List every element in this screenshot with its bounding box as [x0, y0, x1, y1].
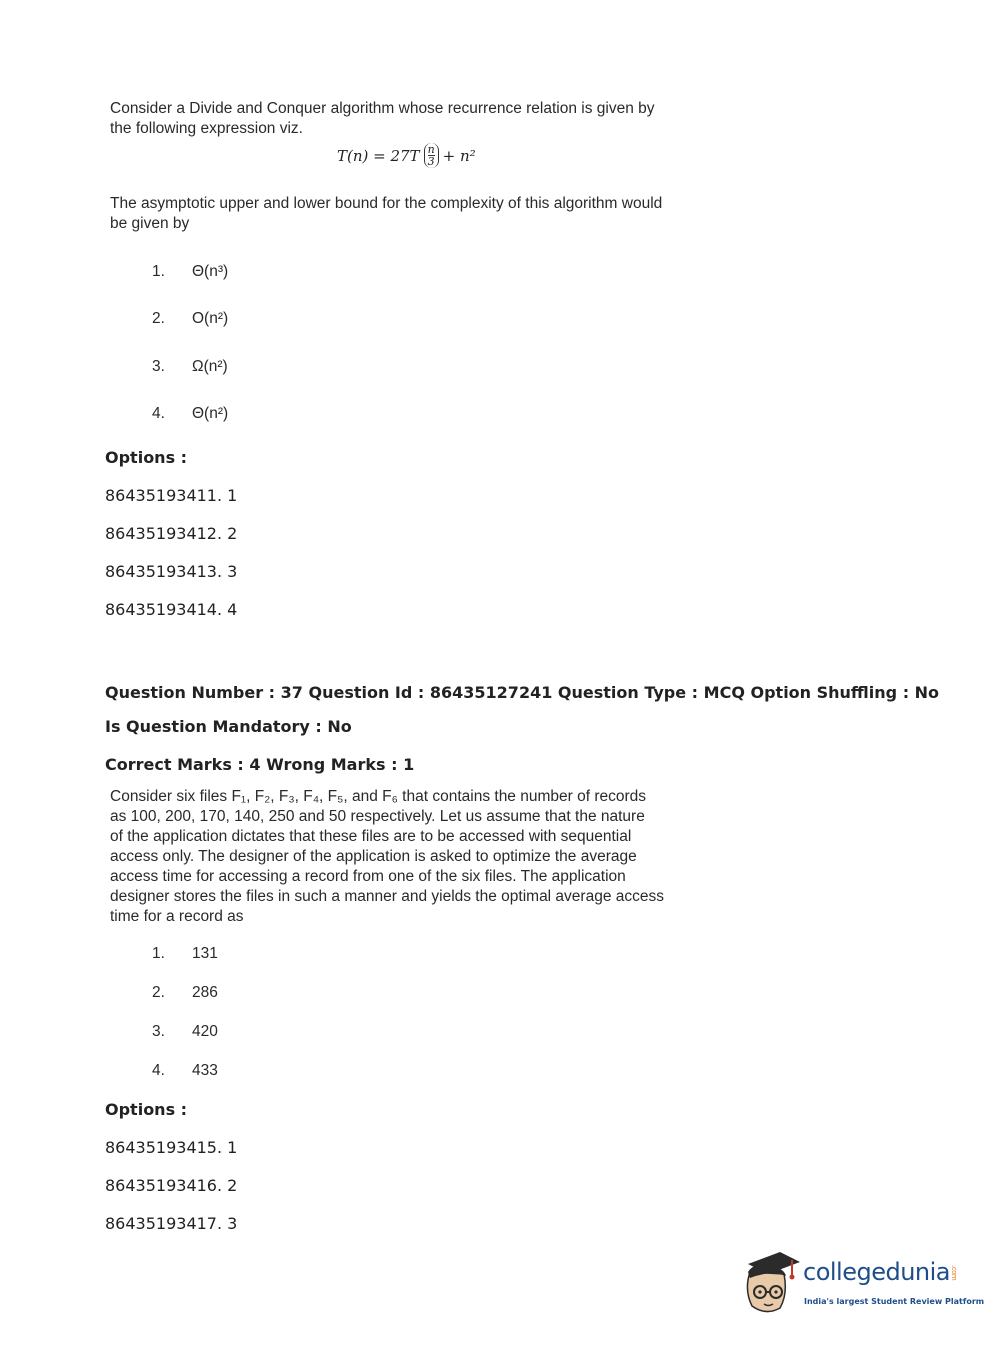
q36-option-id: 86435193414. 4	[105, 600, 238, 619]
q37-header: Question Number : 37 Question Id : 86435127241 Question Type : MCQ Option Shuffling : No	[105, 683, 940, 702]
q37-choice: 2. 286	[152, 984, 218, 1001]
q36-options-heading: Options :	[105, 448, 188, 467]
q36-option-id: 86435193412. 2	[105, 524, 238, 543]
q37-body: Consider six files F₁, F₂, F₃, F₄, F₅, and F₆ that contains the number of records as 100, 200, 170, 140, 250 and 50 respectively. Let us assume that the nature of the application dictates that these files are to be accessed with sequential access only. The designer of the application is asked to optimize the average access time for accessing a record from one of the six files. The application designer stores the files in such a manner and yields the optimal average access time for a record as	[110, 788, 664, 925]
logo-wordmark: collegedunia.com	[803, 1258, 959, 1286]
q36-choice: 2. O(n²)	[152, 310, 229, 327]
q36-question: The asymptotic upper and lower bound for the complexity of this algorithm would be given by	[110, 195, 663, 232]
q36-choice: 4. Θ(n²)	[152, 405, 229, 422]
q37-marks: Correct Marks : 4 Wrong Marks : 1	[105, 755, 415, 774]
q36-choice: 1. Θ(n³)	[152, 263, 229, 280]
q36-option-id: 86435193413. 3	[105, 562, 238, 581]
q36-choice: 3. Ω(n²)	[152, 358, 228, 375]
q37-option-id: 86435193416. 2	[105, 1176, 238, 1195]
collegedunia-logo	[740, 1250, 985, 1320]
q37-option-id: 86435193415. 1	[105, 1138, 238, 1157]
q37-choice: 4. 433	[152, 1062, 218, 1079]
q37-mandatory: Is Question Mandatory : No	[105, 717, 352, 736]
q37-choice: 3. 420	[152, 1023, 218, 1040]
fraction: $\frac{n}{3}$	[424, 143, 439, 168]
q37-option-id: 86435193417. 3	[105, 1214, 238, 1233]
recurrence-formula: T(n) = 27T $\frac{n}{3}$ + n²	[337, 143, 476, 168]
q37-options-heading: Options :	[105, 1100, 188, 1119]
logo-tagline: India's largest Student Review Platform	[804, 1297, 985, 1306]
mascot-icon	[740, 1250, 802, 1320]
q36-intro: Consider a Divide and Conquer algorithm whose recurrence relation is given by the following expression viz.	[110, 100, 655, 137]
q37-choice: 1. 131	[152, 945, 218, 962]
q36-option-id: 86435193411. 1	[105, 486, 238, 505]
